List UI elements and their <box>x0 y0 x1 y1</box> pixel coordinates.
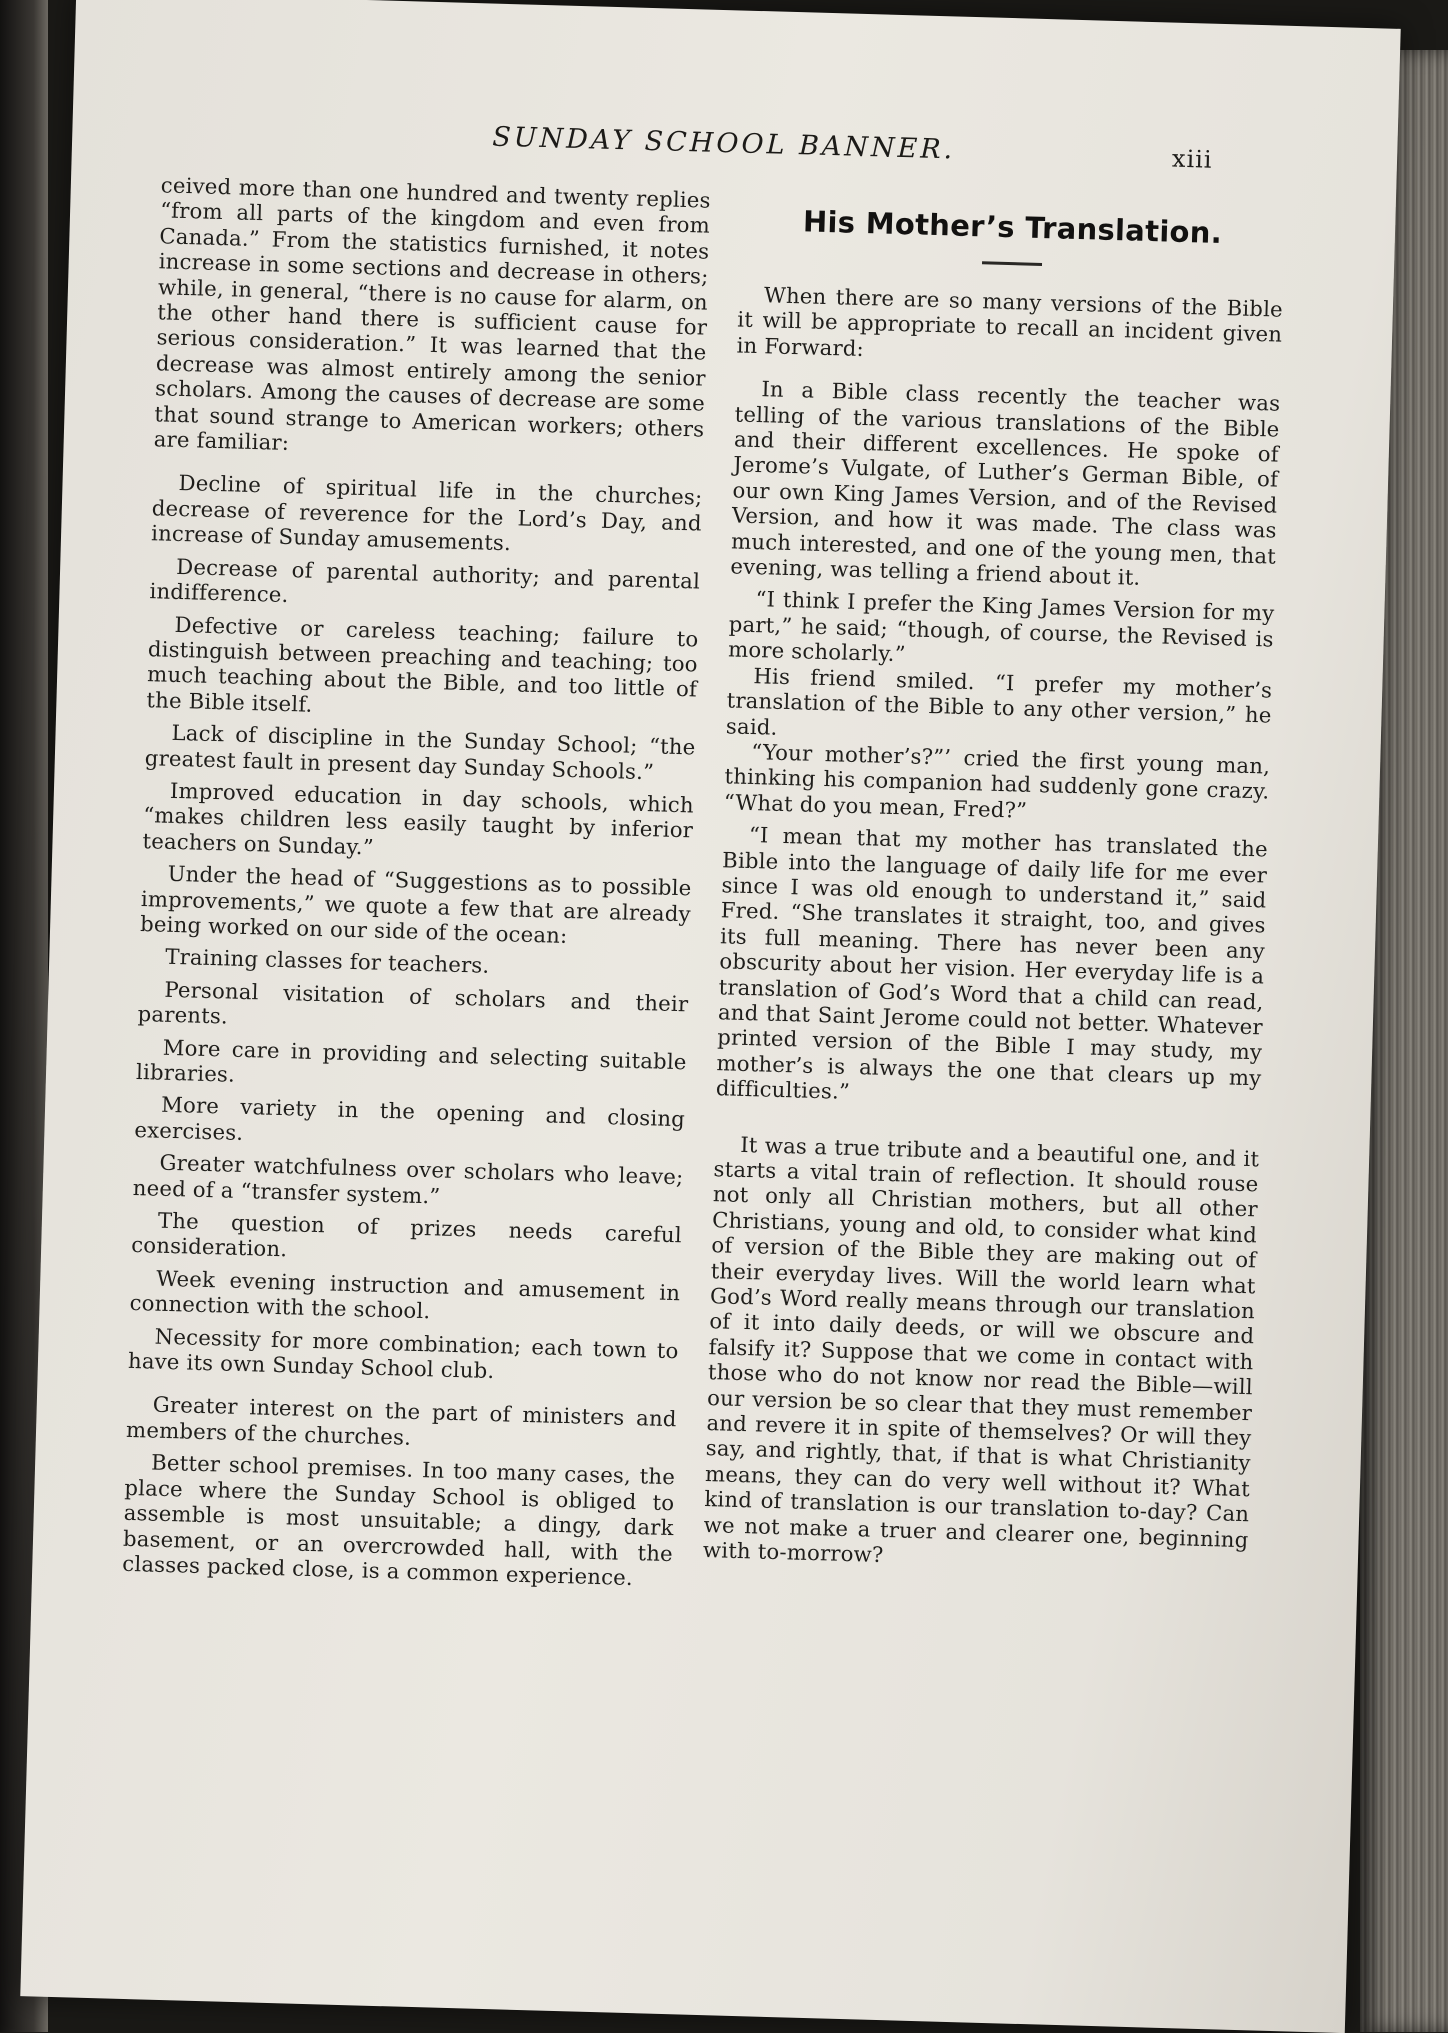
paragraph: More variety in the opening and closing exercises. <box>134 1092 686 1145</box>
paragraph: “Your mother’s?”’ cried the first young man, thinking his companion had suddenly gone crazy. “What do you mean, Fred?” <box>723 738 1271 823</box>
paragraph: Defective or careless teaching; failure to distinguish between preaching and teaching; too much teaching about the Bible, and too little of the Bible itself. <box>146 611 699 717</box>
paragraph: Under the head of “Suggestions as to possible improvements,” we quote a few that are already being worked on our side of the ocean: <box>139 860 692 948</box>
paragraph: In a Bible class recently the teacher was telling of the various translations of the Bible and their different excellences. He spoke of Jerome’s Vulgate, of Luther’s German Bible, of our own King James Version, and of the Revised Version, and how it was made. The class was much interested, and one of the young men, that evening, was telling a friend about it. <box>730 376 1281 590</box>
paragraph: More care in providing and selecting suitable libraries. <box>135 1034 687 1087</box>
paragraph: ceived more than one hundred and twenty replies “from all parts of the kingdom and even from Canada.” From the statistics furnished, it notes increase in some sections and decrease in others; while, in general, “there is no cause for alarm, on the other hand there is sufficient cause for serious consideration.” It was learned that the decrease was almost entirely among the senior scholars. Among the causes of decrease are some that sound strange to American workers; others are familiar: <box>153 172 712 456</box>
paragraph: Week evening instruction and amusement in connection with the school. <box>129 1265 681 1324</box>
paragraph: Training classes for teachers. <box>164 944 490 979</box>
paragraph: Greater interest on the part of ministers and members of the churches. <box>125 1392 677 1450</box>
paragraph: Improved education in day schools, which “makes children less easily taught by inferior teachers on Sunday.” <box>142 777 695 860</box>
paragraph: Greater watchfulness over scholars who leave; need of a “transfer system.” <box>132 1149 684 1209</box>
paragraph: “I think I prefer the King James Version for my part,” he said; “though, of course, the Revised is more scholarly.” <box>727 586 1275 667</box>
right-column <box>703 203 1286 1578</box>
paragraph: Necessity for more combination; each town to have its own Sunday School club. <box>127 1323 679 1384</box>
paragraph: Better school premises. In too many cases, the place where the Sunday School is obliged to assemble is most unsuitable; a dingy, dark basement, or an overcrowded hall, with the classes packed close, is a common experience. <box>122 1449 676 1590</box>
paragraph: Personal visitation of scholars and their parents. <box>137 976 689 1029</box>
article-title: His Mother’s Translation. <box>802 204 1223 250</box>
paragraph: When there are so many versions of the Bible it will be appropriate to recall an incident given in Forward: <box>736 282 1284 361</box>
title-rule <box>981 261 1041 266</box>
paragraph: “I mean that my mother has translated the Bible into the language of daily life for me ever since I was old enough to understand it,” said Fred. “She translates it straight, too, and gives its full meaning. There has never been any obscurity about her vision. Her everyday life is a translation of God’s Word that a child can read, and that Saint Jerome could not better. Whatever printed version of the Bible I may study, my mother’s is always the one that clears up my difficulties.” <box>715 822 1269 1105</box>
paragraph: Lack of discipline in the Sunday School; “the greatest fault in present day Sunday Schools.” <box>144 719 696 784</box>
left-column <box>122 172 711 1591</box>
paragraph: Decrease of parental authority; and parental indifference. <box>149 553 701 608</box>
running-head: SUNDAY SCHOOL BANNER. <box>491 121 956 166</box>
book-page <box>20 0 1400 2033</box>
paragraph: It was a true tribute and a beautiful one, and it starts a vital train of reflection. It should rouse not only all Christian mothers, but all other Christians, young and old, to consider what kind of version of the Bible they are making out of their everyday lives. Will the world learn what God’s Word really means through our translation of it into daily deeds, or will we obscure and falsify it? Suppose that we come in contact with those who do not know nor read the Bible—will our version be so clear that they must remember and revere it in spite of themselves? Or will they say, and rightly, that, if that is what Christianity means, they can do very well without it? What kind of translation is our translation to-day? Can we not make a truer and clearer one, beginning with to-morrow? <box>702 1131 1260 1568</box>
paragraph: The question of prizes needs careful consideration. <box>130 1207 683 1262</box>
page-number: xiii <box>1171 144 1213 174</box>
paragraph: His friend smiled. “I prefer my mother’s translation of the Bible to any other version,” he said. <box>725 662 1273 740</box>
paragraph: Decline of spiritual life in the churches; decrease of reverence for the Lord’s Day, and increase of Sunday amusements. <box>150 470 703 556</box>
